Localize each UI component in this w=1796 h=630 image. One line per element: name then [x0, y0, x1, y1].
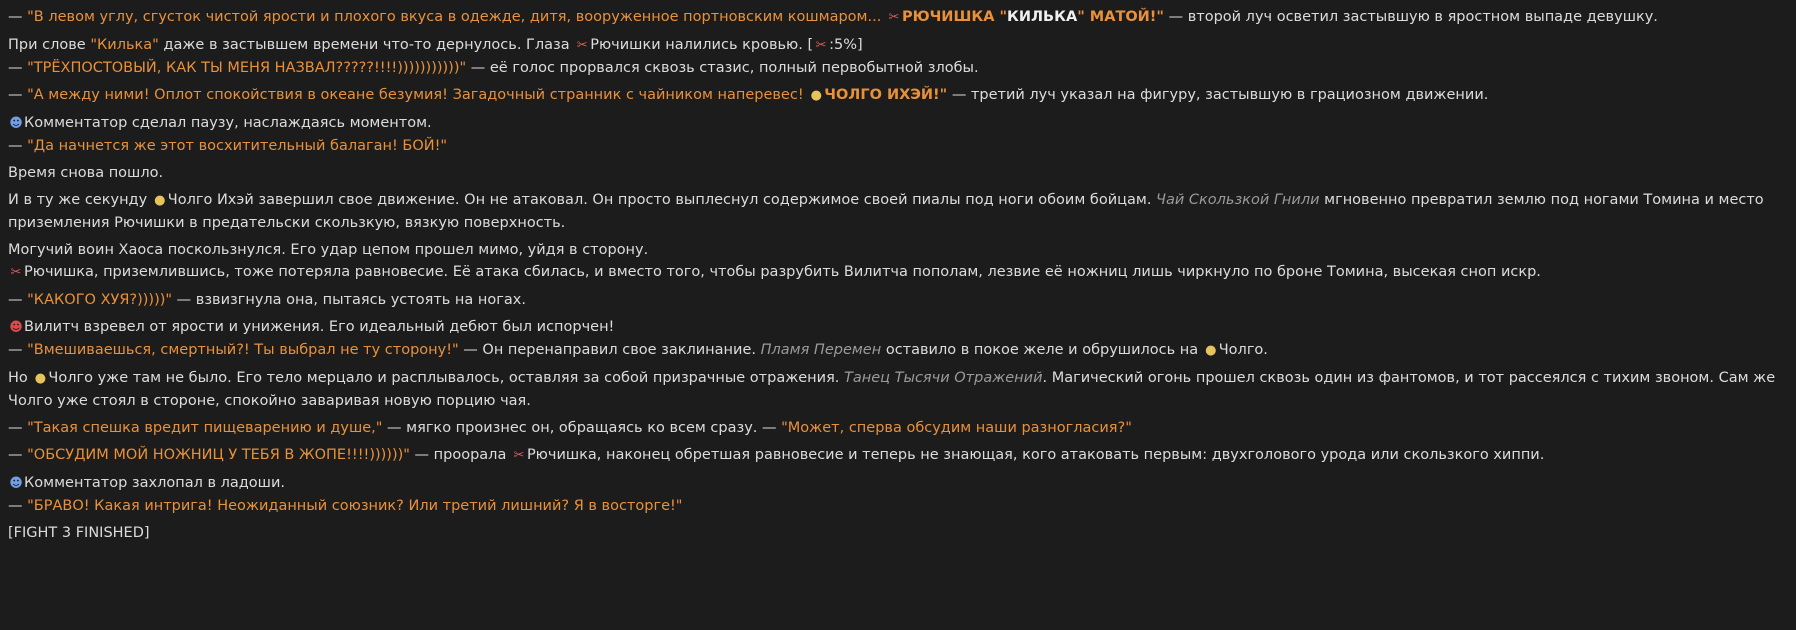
dialogue-text: КИЛЬКА — [1007, 9, 1078, 25]
dialogue-text: "В левом углу, сгусток чистой ярости и плохого вкуса в одежде, дитя, вооруженное портновским кошмаром... — [27, 9, 886, 25]
narration-text: оставило в покое желе и обрушилось на — [881, 342, 1203, 358]
dialogue-text: " МАТОЙ!" — [1077, 9, 1164, 25]
story-paragraph — [8, 339, 1788, 362]
dialogue-text: "КАКОГО ХУЯ?)))))" — [27, 292, 173, 308]
scissors-icon: ✂ — [576, 38, 588, 53]
narration-text: Рючишка, приземлившись, тоже потеряла равновесие. Её атака сбилась, и вместо того, чтобы разрубить Вилитча пополам, лезвие её ножниц лишь чиркнуло по броне Томина, высекая сноп искр. — [24, 264, 1541, 280]
story-paragraph — [8, 6, 1788, 29]
dialogue-text: "ТРЁХПОСТОВЫЙ, КАК ТЫ МЕНЯ НАЗВАЛ?????!!!!)))))))))))" — [27, 60, 467, 76]
story-paragraph — [8, 495, 1788, 517]
narration-text: Комментатор сделал паузу, наслаждаясь моментом. — [24, 115, 432, 131]
scissors-icon: ✂ — [815, 38, 827, 53]
scissors-icon: ✂ — [10, 265, 22, 280]
dialogue-text: "БРАВО! Какая интрига! Неожиданный союзник? Или третий лишний? Я в восторге!" — [27, 498, 683, 514]
narration-text: мгновенно превратил землю под ногами Томина и место приземления Рючишки в предательски скользкую, вязкую поверхность. — [8, 192, 1764, 231]
story-paragraph — [8, 239, 1788, 261]
narration-text: — её голос прорвался сквозь стазис, полный первобытной злобы. — [466, 60, 979, 76]
narration-text: — второй луч осветил застывшую в яростном выпаде девушку. — [1163, 9, 1658, 25]
narration-text: — проорала — [409, 447, 511, 463]
narration-text: Но — [8, 370, 33, 386]
narration-text: При слове — [8, 37, 91, 53]
narration-text: Вилитч взревел от ярости и унижения. Его идеальный дебют был испорчен! — [24, 319, 615, 335]
narration-text: . Магический огонь прошел сквозь один из фантомов, и тот рассеялся с тихим звоном. Сам же Чолго уже стоял в стороне, спокойно заваривая новую порцию чая. — [8, 370, 1776, 409]
dialogue-text: "Может, сперва обсудим наши разногласия?" — [781, 420, 1132, 436]
dialogue-text: РЮЧИШКА " — [901, 9, 1008, 25]
narration-text: — третий луч указал на фигуру, застывшую в грациозном движении. — [947, 87, 1489, 103]
skill-name: Чай Скользкой Гнили — [1156, 192, 1320, 208]
narration-text: :5%] — [829, 37, 863, 53]
narration-text: — — [8, 420, 28, 436]
dialogue-text: "Вмешиваешься, смертный?! Ты выбрал не ту сторону!" — [27, 342, 459, 358]
tea-icon: ● — [1205, 343, 1217, 358]
story-paragraph — [8, 444, 1788, 467]
narration-text: Рючишка, наконец обретшая равновесие и теперь не знающая, кого атаковать первым: двухголового урода или скользкого хиппи. — [526, 447, 1545, 463]
demon-icon: ☻ — [9, 320, 23, 335]
skill-name: Танец Тысячи Отражений — [844, 370, 1043, 386]
mask-icon: ☻ — [9, 476, 23, 491]
narration-text: И в ту же секунду — [8, 192, 152, 208]
narration-text: [FIGHT 3 FINISHED] — [8, 525, 150, 541]
scissors-icon: ✂ — [513, 448, 525, 463]
story-paragraph — [8, 261, 1788, 284]
narration-text: — — [8, 87, 28, 103]
narration-text: — — [8, 292, 28, 308]
story-paragraph — [8, 522, 1788, 544]
dialogue-text: "ОБСУДИМ МОЙ НОЖНИЦ У ТЕБЯ В ЖОПЕ!!!!))))))" — [27, 447, 410, 463]
story-paragraph — [8, 34, 1788, 57]
narration-text: Чолго уже там не было. Его тело мерцало и расплывалось, оставляя за собой призрачные отражения. — [48, 370, 845, 386]
narration-text: — — [8, 9, 28, 25]
story-paragraph — [8, 57, 1788, 79]
narration-text: Чолго. — [1218, 342, 1268, 358]
narration-text: Рючишки налились кровью. [ — [590, 37, 814, 53]
story-paragraph — [8, 417, 1788, 439]
narration-text: Чолго Ихэй завершил свое движение. Он не атаковал. Он просто выплеснул содержимое своей пиалы под ноги обоим бойцам. — [167, 192, 1157, 208]
story-paragraph — [8, 367, 1788, 412]
story-paragraph — [8, 135, 1788, 157]
story-paragraph — [8, 472, 1788, 495]
tea-icon: ● — [34, 371, 47, 386]
narration-text: — Он перенаправил свое заклинание. — [458, 342, 761, 358]
dialogue-text: "Килька" — [90, 37, 159, 53]
narration-text: — — [8, 342, 28, 358]
narration-text: — — [8, 447, 28, 463]
narration-text: даже в застывшем времени что-то дернулось. Глаза — [158, 37, 575, 53]
narration-text: — — [8, 498, 28, 514]
dialogue-text: ЧОЛГО ИХЭЙ!" — [824, 87, 948, 103]
narration-text: — мягко произнес он, обращаясь ко всем сразу. — — [382, 420, 782, 436]
story-paragraph — [8, 189, 1788, 234]
story-paragraph — [8, 112, 1788, 135]
story-paragraph — [8, 84, 1788, 107]
story-paragraph — [8, 289, 1788, 311]
tea-icon: ● — [154, 193, 166, 208]
dialogue-text: "Такая спешка вредит пищеварению и душе," — [27, 420, 383, 436]
narration-text: Комментатор захлопал в ладоши. — [24, 475, 285, 491]
scissors-icon: ✂ — [888, 10, 900, 25]
narration-text: Могучий воин Хаоса поскользнулся. Его удар цепом прошел мимо, уйдя в сторону. — [8, 242, 649, 258]
narration-text: — — [8, 60, 28, 76]
skill-name: Пламя Перемен — [760, 342, 882, 358]
story-paragraph — [8, 316, 1788, 339]
mask-icon: ☻ — [9, 116, 23, 131]
narration-text: — — [8, 138, 28, 154]
narration-text: Время снова пошло. — [8, 165, 164, 181]
story-paragraph — [8, 162, 1788, 184]
tea-icon: ● — [810, 88, 822, 103]
narration-text: — взвизгнула она, пытаясь устоять на ногах. — [172, 292, 526, 308]
dialogue-text: "Да начнется же этот восхитительный балаган! БОЙ!" — [27, 138, 448, 154]
dialogue-text: "А между ними! Оплот спокойствия в океане безумия! Загадочный странник с чайником наперевес! — [27, 87, 809, 103]
